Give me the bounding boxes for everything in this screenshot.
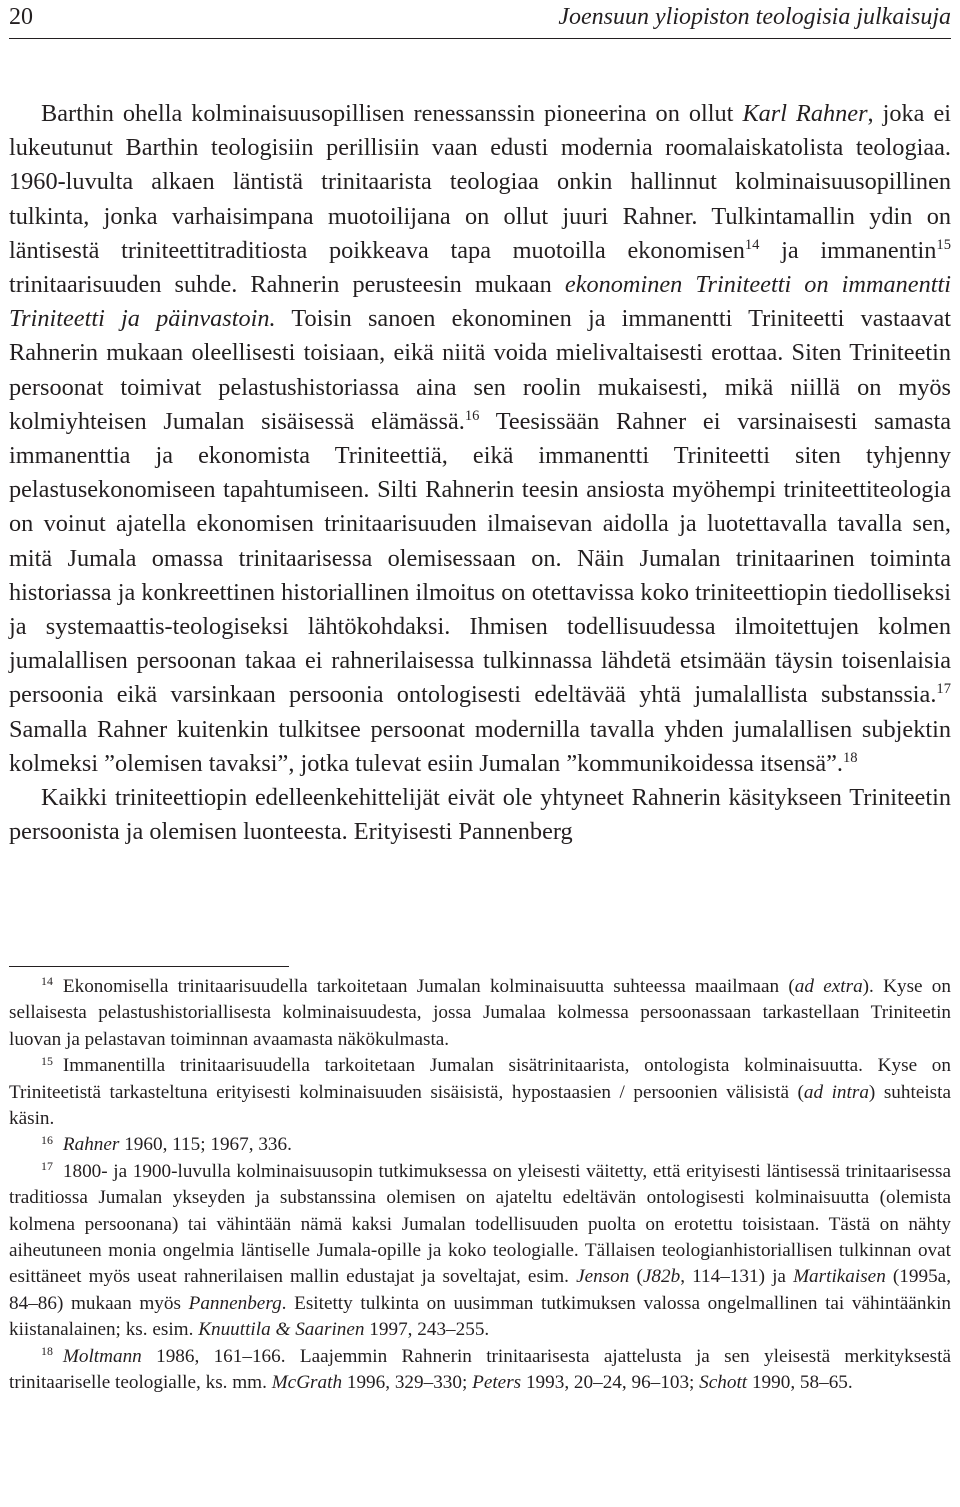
footnote-ref-17[interactable]: 17 [936,681,951,698]
text-run: 1960, 115; 1967, 336. [119,1134,292,1156]
text-run: Kaikki triniteettiopin edelleenkehittelijät eivät ole yhtyneet Rahnerin käsitykseen Triniteetin persoonista ja olemisen luonteesta. Erityisesti Pannenberg [9,784,951,846]
text-run: . Esitetty tulkinta on uusimman tutkimuksen valossa ongelmallinen tai vähintäänkin kiistanalainen; ks. esim. [9,1292,951,1341]
text-run-italic: Jenson [576,1266,630,1288]
text-run-italic: ad intra [803,1081,869,1103]
footnotes [9,974,951,1397]
text-run-italic: Karl Rahner [742,100,868,127]
text-run: , joka ei lukeutunut Barthin teologisiin perillisiin vaan edusti modernia roomalaiskatolista teologiaa. 1960-luvulta alkaen läntistä trinitaarista teologiaa onkin hallinnut kolminaisuusopillinen tulkinta, jonka varhaisimpana muotoilijana on ollut juuri Rahner. Tulkintamallin ydin on läntisestä triniteettitraditiosta poikkeava tapa muotoilla ekonomisen [9,100,952,264]
footnote-14 [9,974,951,1053]
text-run-italic: J82b [642,1266,681,1288]
text-run: 1800- ja 1900-luvulla kolminaisuusopin tutkimuksessa on yleisesti väitetty, että erityisesti läntisessä trinitaarisessa traditiossa Jumalan ykseyden ja substanssina olemisen on ajateltu edeltävän ontologisesti kolminaisuutta (olemista kolmena persoonana) tai vähintään nämä kaksi Jumalan todellisuuden puolta on erotettu toisistaan. Tästä on nähty aiheutuneen monia ongelmia läntiselle Jumala-opille ja koko teologialle. Tällaisen teologianhistoriallisen tulkinnan ovat esittäneet myös useat rahnerilaisen mallin edustajat ja soveltajat, esim. [9,1160,951,1288]
text-run: 1986, 161–166. Laajemmin Rahnerin trinitaarisesta ajattelusta ja sen yleisestä merkityksestä trinitaariselle teologialle, ks. mm. [9,1345,951,1394]
main-text [9,97,951,849]
text-run-italic: McGrath [271,1372,343,1394]
paragraph-2 [9,781,951,849]
text-run-italic: Peters [472,1372,522,1394]
text-run-italic: Pannenberg [188,1292,282,1314]
footnote-ref-15[interactable]: 15 [936,236,951,253]
text-run: Ekonomisella trinitaarisuudella tarkoitetaan Jumalan kolminaisuutta suhteessa maailmaan ( [62,976,795,997]
text-run-italic: Rahner [62,1134,120,1156]
footnote-number: 16 [41,1132,53,1147]
text-run: trinitaarisuuden suhde. Rahnerin perusteesin mukaan [9,271,565,299]
footnote-number: 14 [41,974,53,989]
footnote-ref-16[interactable]: 16 [464,407,480,424]
footnote-18 [9,1344,951,1397]
footnote-ref-18[interactable]: 18 [843,749,858,766]
footnote-17 [9,1159,951,1344]
text-run: Toisin sanoen ekonominen ja immanentti Triniteetti vastaavat Rahnerin mukaan oleellisesti toisiaan, eikä niitä voida mielivaltaisesti erottaa. Siten Triniteetin persoonat toimivat pelastushistoriassa aina sen roolin mukaisesti, mikä niillä on myös kolmiyhteisen Jumalan sisäisessä elämässä. [9,305,951,435]
page-number: 20 [9,4,33,30]
text-run-italic: Martikaisen [793,1266,886,1288]
text-run: ( [629,1266,643,1288]
text-run: , 114–131) ja [680,1266,794,1288]
text-run: 1996, 329–330; [342,1372,473,1394]
footnote-number: 18 [41,1344,53,1359]
footnote-15 [9,1053,951,1132]
text-run: 1997, 243–255. [364,1319,490,1341]
text-run: (1995a, 84–86) mukaan myös [9,1266,951,1314]
footnote-ref-14[interactable]: 14 [744,236,760,253]
footnote-16 [9,1132,951,1158]
text-run: ) suhteista käsin. [9,1081,951,1130]
text-run: Teesissään Rahner ei varsinaisesti samasta immanenttia ja ekonomista Triniteettiä, eikä immanentti Triniteetti siten tyhjenny pelastusekonomiseen tapahtumiseen. Silti Rahnerin teesin ansiosta myöhempi triniteettiteologia on voinut ajatella ekonomisen trinitaarisuuden ilmaisevan aidolla ja luotettavalla tavalla sen, mitä Jumala omassa trinitaarisessa olemisessaan on. Näin Jumalan trinitaarinen toiminta historiassa ja konkreettinen historiallinen ilmoitus on otettavissa koko triniteettiopin tiedolliseksi ja systemaattis-teologiseksi lähtökohdaksi. Ihmisen todellisuudessa ilmoitettujen kolmen jumalallisen persoonan takaa ei rahnerilaisessa tulkinnassa lähdetä etsimään täysin toisenlaisia persoonia eikä varsinkaan persoonia ontologisesti edeltävää yhtä jumalallista substanssia. [9,407,951,709]
text-run: ). Kyse on sellaisesta pelastushistoriallisesta kolminaisuudesta, jossa Jumalaa kolmessa persoonassaan tarkastellaan Triniteetin luovan ja pelastavan toiminnan avaamasta näkökulmasta. [9,976,951,1050]
text-run-italic: Knuuttila & Saarinen [198,1319,365,1341]
footnote-divider [9,966,289,967]
footnote-number: 15 [41,1053,53,1068]
text-run: Samalla Rahner kuitenkin tulkitsee persoonat modernilla tavalla yhden jumalallisen subjektin kolmeksi ”olemisen tavaksi”, jotka tulevat esiin Jumalan ”kommunikoidessa itsensä”. [9,715,951,777]
text-run-italic: Schott [699,1372,748,1394]
page-header [9,2,951,32]
text-run: 1990, 58–65. [747,1372,853,1394]
text-run: ja immanentin [759,236,937,264]
text-run: 1993, 20–24, 96–103; [521,1372,700,1394]
running-title: Joensuun yliopiston teologisia julkaisuja [558,4,951,30]
footnote-number: 17 [41,1159,53,1174]
header-divider [9,38,951,39]
text-run-italic: ad extra [794,976,863,997]
text-run: Barthin ohella kolminaisuusopillisen renessanssin pioneerina on ollut [41,100,743,127]
text-run: Immanentilla trinitaarisuudella tarkoitetaan Jumalan sisätrinitaarista, ontologista kolminaisuutta. Kyse on Triniteetistä tarkasteltuna erityisesti kolminaisuuden sisäisistä, hypostaasien / persoonien välisistä ( [9,1055,951,1103]
text-run-italic: Moltmann [62,1345,142,1367]
text-run-italic: ekonominen Triniteetti on immanentti Triniteetti ja päinvastoin. [9,271,951,333]
paragraph-1 [9,97,951,781]
